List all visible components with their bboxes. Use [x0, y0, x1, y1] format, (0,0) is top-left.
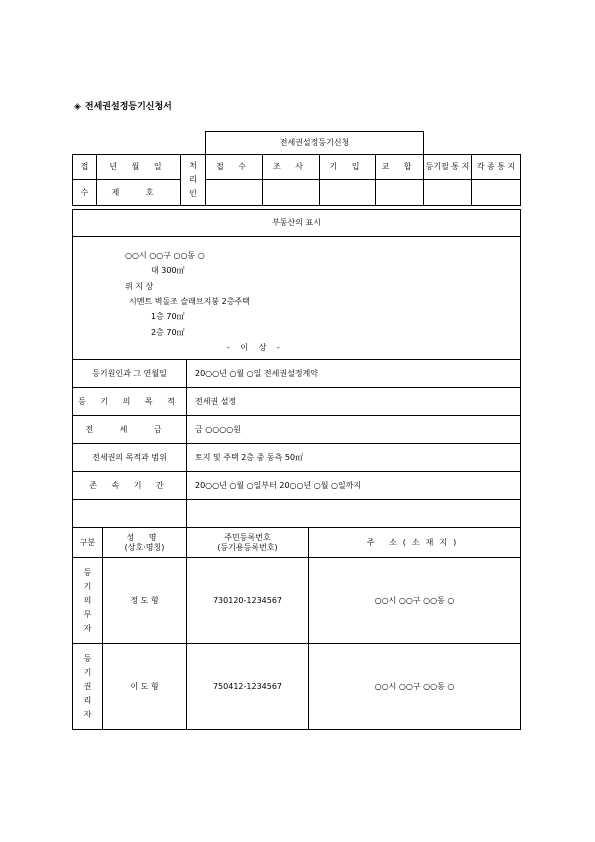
field-label: 전 세 금 [73, 416, 187, 444]
col-type: 구분 [73, 528, 103, 558]
party-address[interactable]: ○○시 ○○구 ○○동 ○ [309, 644, 521, 730]
field-value[interactable]: 전세권 설정 [187, 388, 521, 416]
col-id-sub: (등기용등록번호) [217, 542, 278, 552]
receipt-label-bottom: 수 [73, 180, 97, 206]
col-notice1: 등기필 통 지 [424, 155, 472, 180]
property-line: - 이 상 - [227, 343, 284, 352]
receipt-table [72, 131, 521, 206]
field-label: 전세권의 목적과 범위 [73, 444, 187, 472]
property-line: 1층 70㎡ [151, 312, 185, 321]
party-type-obligor: 등 기 의 무 자 [73, 558, 103, 644]
field-value[interactable]: 금 ○○○○원 [187, 416, 521, 444]
application-table [72, 209, 521, 730]
blank-label [73, 500, 187, 528]
field-label: 등 기 의 목 적 [73, 388, 187, 416]
cell-survey[interactable] [263, 180, 320, 206]
party-id[interactable]: 730120-1234567 [187, 558, 309, 644]
field-label: 등기원인과 그 연월일 [73, 360, 187, 388]
col-entry: 기 입 [320, 155, 376, 180]
field-value[interactable]: 20○○년 ○월 ○일 전세권설정계약 [187, 360, 521, 388]
col-name-sub: (상호·명칭) [124, 542, 165, 552]
title-text: 전세권설정등기신청서 [84, 102, 172, 112]
blank-value[interactable] [187, 500, 521, 528]
party-id[interactable]: 750412-1234567 [187, 644, 309, 730]
party-name[interactable]: 정 도 형 [103, 558, 187, 644]
col-id [187, 528, 309, 558]
application-header: 전세권설정등기신청 [206, 132, 424, 155]
property-line: 위 지 상 [125, 282, 154, 291]
cell-receipt[interactable] [206, 180, 263, 206]
property-line: 대 300㎡ [151, 266, 185, 275]
col-name [103, 528, 187, 558]
property-description [73, 237, 521, 360]
diamond-icon: ◈ [74, 102, 81, 112]
property-header: 부동산의 표시 [73, 210, 521, 237]
property-line: ○○시 ○○구 ○○동 ○ [125, 251, 205, 260]
col-receipt: 접 수 [206, 155, 263, 180]
cell-compare[interactable] [376, 180, 424, 206]
date-label: 년 월 일 [97, 155, 181, 180]
property-line: 시멘트 벽돌조 슬래브지붕 2층주택 [129, 297, 250, 306]
process-label: 처 리 인 [181, 155, 206, 206]
col-survey: 조 사 [263, 155, 320, 180]
col-compare: 교 합 [376, 155, 424, 180]
field-label: 존 속 기 간 [73, 472, 187, 500]
cell-notice1[interactable] [424, 180, 472, 206]
col-name-main: 성 명 [126, 532, 163, 542]
cell-entry[interactable] [320, 180, 376, 206]
page-title [74, 99, 172, 112]
cell-notice2[interactable] [472, 180, 521, 206]
field-value[interactable]: 20○○년 ○월 ○일부터 20○○년 ○월 ○일까지 [187, 472, 521, 500]
receipt-label-top: 접 [73, 155, 97, 180]
party-name[interactable]: 이 도 형 [103, 644, 187, 730]
number-label: 제 호 [97, 180, 181, 206]
party-address[interactable]: ○○시 ○○구 ○○동 ○ [309, 558, 521, 644]
col-address: 주 소(소재지) [309, 528, 521, 558]
col-notice2: 각 종 통 지 [472, 155, 521, 180]
property-line: 2층 70㎡ [151, 328, 185, 337]
col-id-main: 주민등록번호 [224, 532, 271, 542]
party-type-obligee: 등 기 권 리 자 [73, 644, 103, 730]
field-value[interactable]: 토지 및 주택 2층 중 동측 50㎡ [187, 444, 521, 472]
